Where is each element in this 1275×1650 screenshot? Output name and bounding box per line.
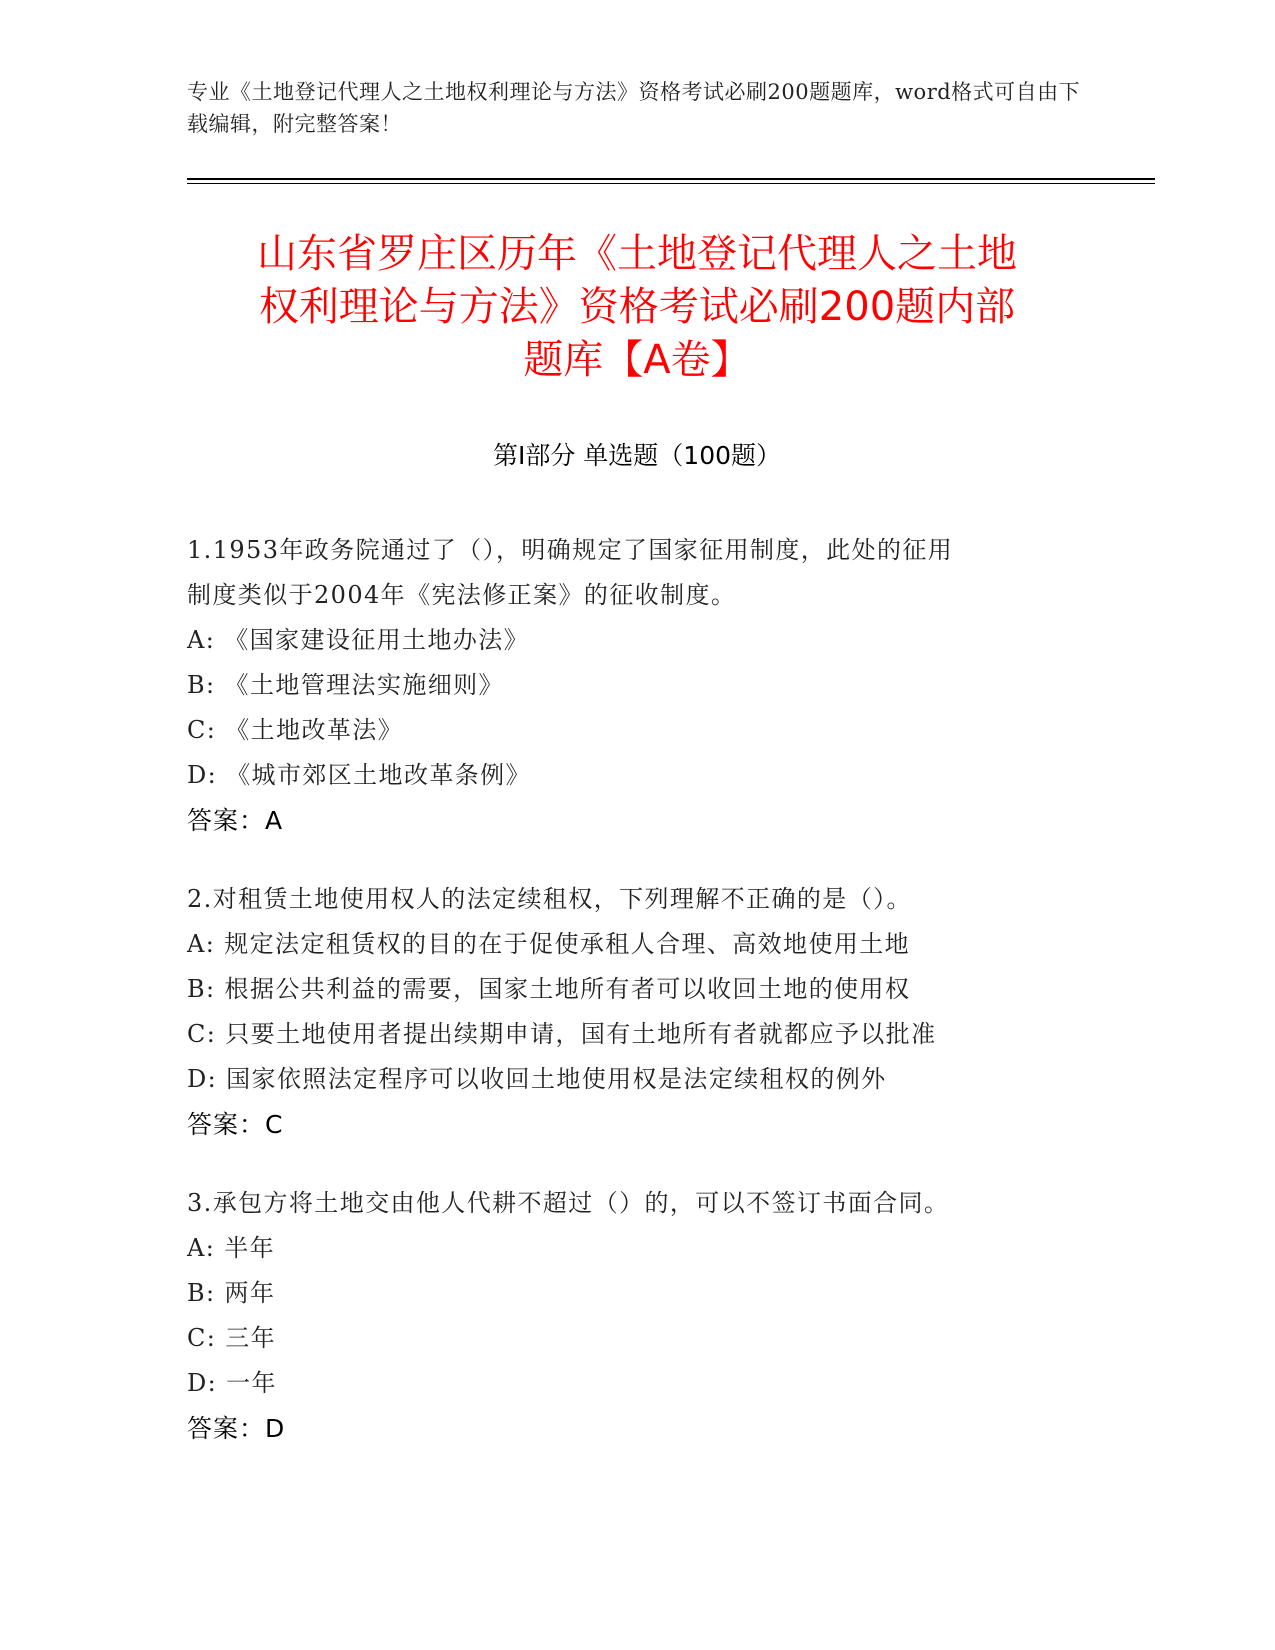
document-title [187,228,1087,387]
document-title-line-3: 题库【A卷】 [523,337,751,383]
answer: 答案：D [187,1414,286,1443]
option-d: D: 一年 [187,1369,277,1397]
question-stem-line: 1.1953年政务院通过了（），明确规定了国家征用制度，此处的征用 [187,536,954,564]
option-a: A: 规定法定租赁权的目的在于促使承租人合理、高效地使用土地 [187,930,911,958]
option-a: A: 《国家建设征用土地办法》 [187,626,530,654]
question-list [187,528,1087,1485]
option-c: C: 只要土地使用者提出续期申请，国有土地所有者就都应予以批准 [187,1020,937,1048]
question-stem: 3.承包方将土地交由他人代耕不超过（）的，可以不签订书面合同。 [187,1189,950,1217]
question-3 [187,1181,1087,1451]
answer: 答案：A [187,806,284,835]
header-note: 专业《土地登记代理人之土地权利理论与方法》资格考试必刷200题题库，word格式可自由下载编辑，附完整答案！ [187,80,1081,136]
section-heading: 第I部分 单选题（100题） [492,441,782,470]
document-title-line-2: 权利理论与方法》资格考试必刷200题内部 [258,284,1016,330]
question-stem-line: 制度类似于2004年《宪法修正案》的征收制度。 [187,581,737,609]
option-c: C: 《土地改革法》 [187,716,404,744]
document-title-line-1: 山东省罗庄区历年《土地登记代理人之土地 [257,231,1017,277]
question-2 [187,877,1087,1147]
option-a: A: 半年 [187,1234,276,1262]
question-stem [187,528,1087,618]
option-d: D: 《城市郊区土地改革条例》 [187,761,531,789]
header-rule-thick [187,178,1155,180]
option-d: D: 国家依照法定程序可以收回土地使用权是法定续租权的例外 [187,1065,887,1093]
question-stem: 2.对租赁土地使用权人的法定续租权，下列理解不正确的是（）。 [187,885,912,913]
option-b: B: 两年 [187,1279,276,1307]
answer: 答案：C [187,1110,284,1139]
question-1 [187,528,1087,843]
header-rule-thin [187,183,1155,184]
option-b: B: 《土地管理法实施细则》 [187,671,504,699]
option-b: B: 根据公共利益的需要，国家土地所有者可以收回土地的使用权 [187,975,911,1003]
option-c: C: 三年 [187,1324,277,1352]
